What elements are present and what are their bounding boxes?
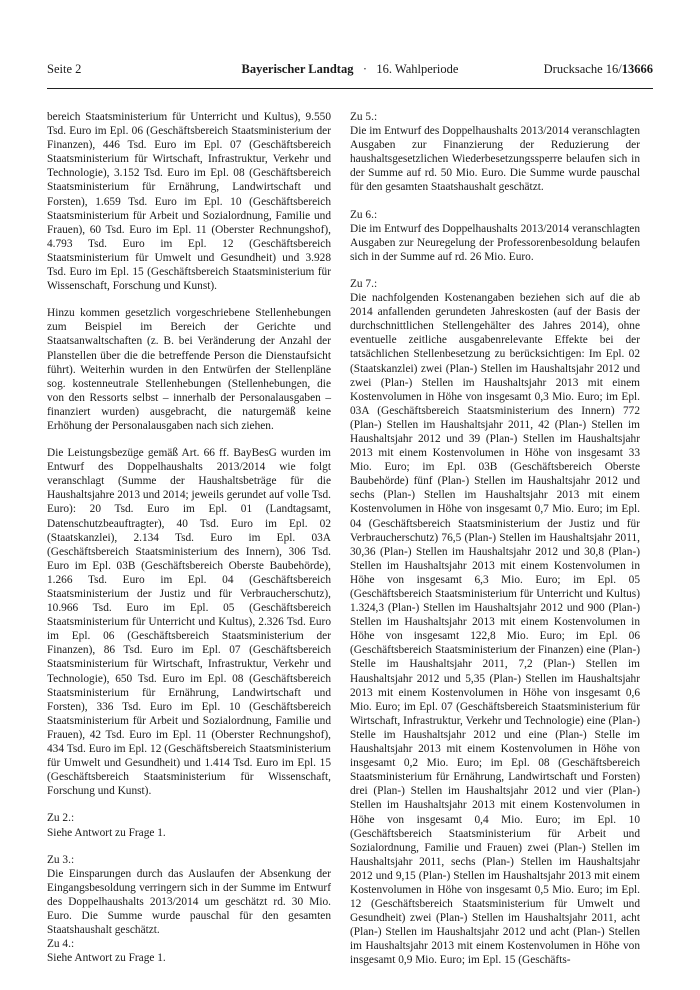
answer-2-text: Siehe Antwort zu Frage 1.: [47, 826, 166, 839]
paragraph-performance-pay: Die Leistungsbezüge gemäß Art. 66 ff. BayBesG wurden im Entwurf des Doppelhaushalts 2013/2014 wie folgt veranschlagt (Summe der Haushaltsbeträge für die Haushaltsjahre 2013 und 2014; jeweils gerundet auf volle Tsd. Euro): 20 Tsd. Euro im Epl. 01 (Landtagsamt, Datenschutzbeauftragter), 40 Tsd. Euro im Epl. 02 (Staatskanzlei), 2.134 Tsd. Euro im Epl. 03A (Geschäftsbereich Staatsministerium des Innern), 306 Tsd. Euro im Epl. 03B (Geschäftsbereich Oberste Baubehörde), 1.266 Tsd. Euro im Epl. 04 (Geschäftsbereich Staatsministerium der Justiz und für Verbraucherschutz), 10.966 Tsd. Euro im Epl. 05 (Geschäftsbereich Staatsministerium für Unterricht und Kultus), 2.326 Tsd. Euro im Epl. 06 (Geschäftsbereich Staatsministerium der Finanzen), 86 Tsd. Euro im Epl. 07 (Geschäftsbereich Staatsministerium für Wirtschaft, Infrastruktur, Verkehr und Technologie), 650 Tsd. Euro im Epl. 08 (Geschäftsbereich Staatsministerium für Ernährung, Landwirtschaft und Forsten), 336 Tsd. Euro im Epl. 10 (Geschäftsbereich Staatsministerium für Arbeit und Sozialordnung, Familie und Frauen), 42 Tsd. Euro im Epl. 11 (Oberster Rechnungshof), 434 Tsd. Euro im Epl. 12 (Geschäftsbereich Staatsministerium für Umwelt und Gesundheit) und 1.414 Tsd. Euro im Epl. 15 (Geschäftsbereich Staatsministerium für Wissenschaft, Forschung und Kunst).: [47, 447, 331, 798]
paragraph-position-upgrades: Hinzu kommen gesetzlich vorgeschriebene Stellenhebungen zum Beispiel im Bereich der Gerichte und Staatsanwaltschaften (z. B. bei Veränderung der Anzahl der Planstellen über die die betreffende Person die Dienstaufsicht führt). Weiterhin wurden in den Entwürfen der Stellenpläne sog. kostenneutrale Stellenhebungen (Stellenhebungen, die von den Ressorts selbst – innerhalb der Personalausgaben – finanziert wurden) ausgebracht, die naturgemäß keine Erhöhung der Personalausgaben nach sich ziehen.: [47, 307, 331, 432]
page-header: [47, 60, 653, 78]
header-separator: ·: [362, 62, 367, 76]
paragraph-budget-allocations: bereich Staatsministerium für Unterricht und Kultus), 9.550 Tsd. Euro im Epl. 06 (Geschäftsbereich Staatsministerium der Finanzen), 446 Tsd. Euro im Epl. 07 (Geschäftsbereich Staatsministerium für Wirtschaft, Infrastruktur, Verkehr und Technologie), 3.152 Tsd. Euro im Epl. 08 (Geschäftsbereich Staatsministerium für Ernährung, Landwirtschaft und Forsten), 1.659 Tsd. Euro im Epl. 10 (Geschäftsbereich Staatsministerium für Arbeit und Sozialordnung, Familie und Frauen), 60 Tsd. Euro im Epl. 11 (Oberster Rechnungshof), 4.793 Tsd. Euro im Epl. 12 (Geschäftsbereich Staatsministerium für Umwelt und Gesundheit) und 3.928 Tsd. Euro im Epl. 15 (Geschäftsbereich Staatsministerium für Wissenschaft, Forschung und Kunst).: [47, 111, 331, 293]
document-number: Drucksache 16/13666: [543, 62, 653, 76]
header-rule: [47, 88, 653, 89]
answer-4: [47, 937, 331, 965]
answer-7-label: Zu 7.:: [350, 277, 378, 290]
answer-3-text: Die Einsparungen durch das Auslaufen der Absenkung der Eingangsbesoldung verringern sich in der Summe im Entwurf des Doppelhaushalts 2013/2014 um geschätzt rd. 30 Mio. Euro. Die Summe wurde pauschal für den gesamten Staatshaushalt geschätzt.: [47, 867, 331, 937]
legislative-period: 16. Wahlperiode: [376, 62, 459, 76]
answer-3: [47, 853, 331, 938]
answer-4-label: Zu 4.:: [47, 938, 75, 951]
answer-3-label: Zu 3.:: [47, 853, 75, 866]
answer-6: [350, 208, 640, 264]
answer-5: [350, 110, 640, 195]
right-column: [350, 110, 640, 981]
answer-5-text: Die im Entwurf des Doppelhaushalts 2013/2014 veranschlagten Ausgaben zur Finanzierung der Reduzierung der haushaltsgesetzlichen Wiederbesetzungssperre belaufen sich in der Summe auf rd. 50 Mio. Euro. Die Summe wurde pauschal für den gesamten Staatshaushalt geschätzt.: [350, 125, 640, 194]
parliament-name: Bayerischer Landtag: [241, 62, 354, 76]
left-column: [47, 110, 331, 978]
document-number-value: 13666: [621, 62, 653, 76]
answer-7-text: Die nachfolgenden Kostenangaben beziehen sich auf die ab 2014 anfallenden gerundeten Jahreskosten (auf der Basis der durchschnittlichen Stellengehälter des Jahres 2014), ohne eventuelle zeitliche ausgabenrelevante Effekte bei der tatsächlichen Stellenbesetzung zu berücksichtigen: Im Epl. 02 (Staatskanzlei) zwei (Plan-) Stellen im Haushaltsjahr 2012 und zwei (Plan-) Stellen im Haushaltsjahr 2013 mit einem Kostenvolumen in Höhe von insgesamt 0,3 Mio. Euro; im Epl. 03A (Geschäftsbereich Staatsministerium des Innern) 772 (Plan-) Stellen im Haushaltsjahr 2011, 42 (Plan-) Stellen im Haushaltsjahr 2012 und 39 (Plan-) Stellen im Haushaltsjahr 2013 mit einem Kostenvolumen in Höhe von insgesamt 33 Mio. Euro; im Epl. 03B (Geschäftsbereich Oberste Baubehörde) fünf (Plan-) Stellen im Haushaltsjahr 2012 und sechs (Plan-) Stellen im Haushaltsjahr 2013 mit einem Kostenvolumen in Höhe von insgesamt 0,7 Mio. Euro; im Epl. 04 (Geschäftsbereich Staatsministerium der Justiz und für Verbraucherschutz) 76,5 (Plan-) Stellen im Haushaltsjahr 2011, 30,36 (Plan-) Stellen im Haushaltsjahr 2012 und 30,8 (Plan-) Stellen im Haushaltsjahr 2013 mit einem Kostenvolumen in Höhe von insgesamt 6,3 Mio. Euro; im Epl. 05 (Geschäftsbereich Staatsministerium für Unterricht und Kultus) 1.324,3 (Plan-) Stellen im Haushaltsjahr 2012 und 900 (Plan-) Stellen im Haushaltsjahr 2013 mit einem Kostenvolumen in Höhe von insgesamt 122,8 Mio. Euro; im Epl. 06 (Geschäftsbereich Staatsministerium der Finanzen) eine (Plan-) Stelle im Haushaltsjahr 2011, 7,2 (Plan-) Stellen im Haushaltsjahr 2012 und 5,35 (Plan-) Stellen im Haushaltsjahr 2013 mit einem Kostenvolumen in Höhe von insgesamt 0,6 Mio. Euro; im Epl. 07 (Geschäftsbereich Staatsministerium für Wirtschaft, Infrastruktur, Verkehr und Technologie) eine (Plan-) Stelle im Haushaltsjahr 2012 und eine (Plan-) Stelle im Haushaltsjahr 2013 mit einem Kostenvolumen in Höhe von insgesamt 0,2 Mio. Euro; im Epl. 08 (Geschäftsbereich Staatsministerium für Ernährung, Landwirtschaft und Forsten) drei (Plan-) Stellen im Haushaltsjahr 2012 und vier (Plan-) Stellen im Haushaltsjahr 2013 mit einem Kostenvolumen in Höhe von insgesamt 0,4 Mio. Euro; im Epl. 10 (Geschäftsbereich Staatsministerium für Arbeit und Sozialordnung, Familie und Frauen) zwei (Plan-) Stellen im Haushaltsjahr 2011, sechs (Plan-) Stellen im Haushaltsjahr 2012 und 9,15 (Plan-) Stellen im Haushaltsjahr 2013 mit einem Kostenvolumen in Höhe von insgesamt 0,5 Mio. Euro; im Epl. 12 (Geschäftsbereich Staatsministerium für Umwelt und Gesundheit) zwei (Plan-) Stellen im Haushaltsjahr 2011, acht (Plan-) Stellen im Haushaltsjahr 2012 und acht (Plan-) Stellen im Haushaltsjahr 2013 mit einem Kostenvolumen in Höhe von insgesamt 0,9 Mio. Euro; im Epl. 15 (Geschäfts-: [350, 292, 640, 967]
answer-6-label: Zu 6.:: [350, 208, 378, 221]
page-number: Seite 2: [47, 62, 82, 76]
answer-4-text: Siehe Antwort zu Frage 1.: [47, 952, 166, 965]
answer-7: [350, 277, 640, 968]
answer-2: [47, 811, 331, 839]
answer-6-text: Die im Entwurf des Doppelhaushalts 2013/2014 veranschlagten Ausgaben zur Neuregelung der Professorenbesoldung belaufen sich in der Summe auf rd. 26 Mio. Euro.: [350, 222, 640, 263]
answer-2-label: Zu 2.:: [47, 812, 75, 825]
answer-5-label: Zu 5.:: [350, 111, 378, 123]
